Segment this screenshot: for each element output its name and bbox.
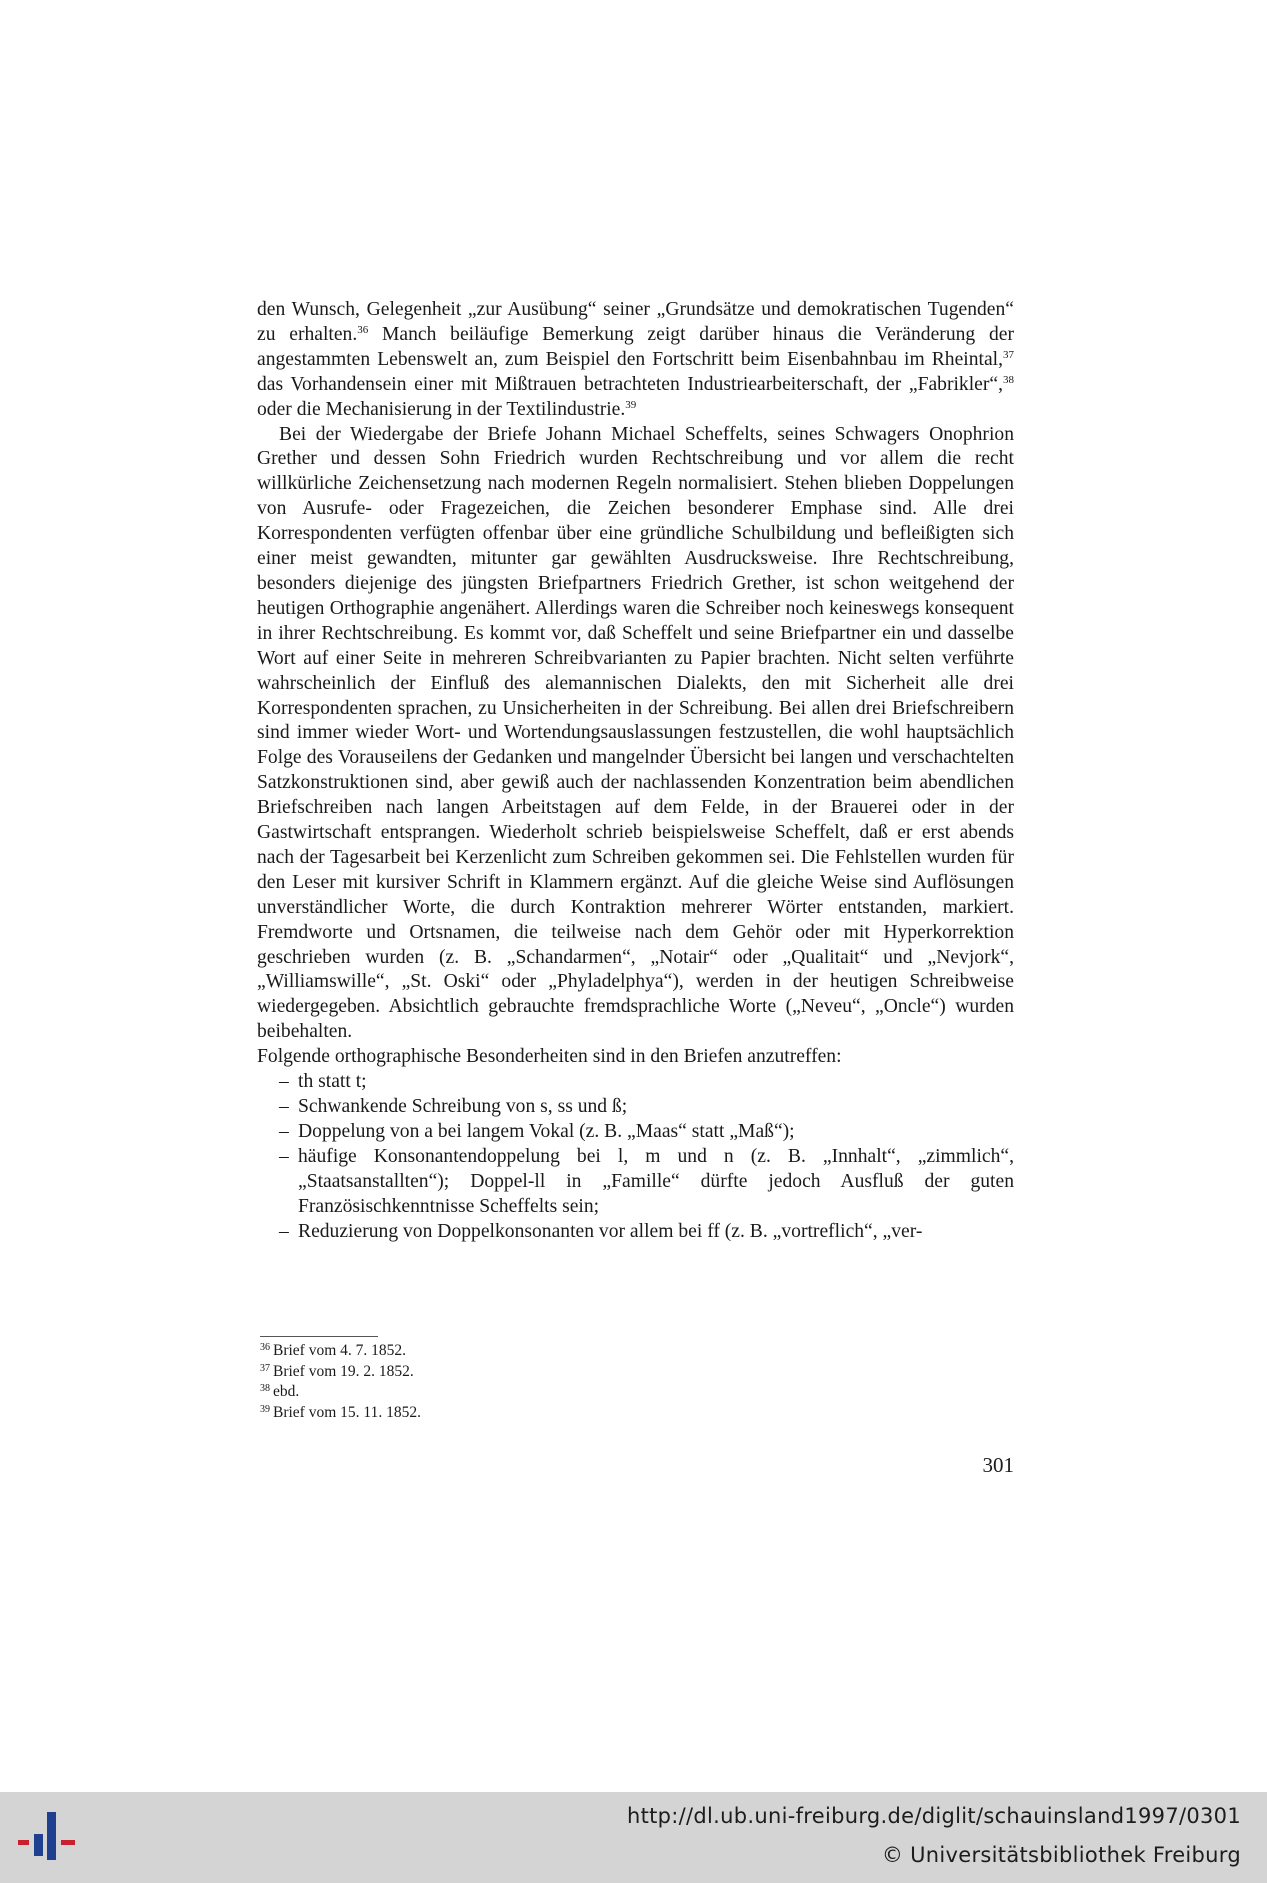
paragraph: [257, 298, 1014, 423]
footnote-text: Brief vom 15. 11. 1852.: [273, 1403, 421, 1421]
paragraph-text: oder die Mechanisierung in der Textilindustrie.: [257, 398, 626, 420]
list-item: – Schwankende Schreibung von s, ss und ß;: [257, 1095, 1014, 1120]
footnote-text: ebd.: [273, 1383, 300, 1400]
footnote-marker: 39: [625, 398, 637, 411]
footnote: [260, 1403, 660, 1424]
footnote: [260, 1362, 660, 1383]
footnote-number: 36: [260, 1342, 270, 1353]
paragraph-text: das Vorhandensein einer mit Mißtrauen betrachteten Industriearbeiterschaft, der „Fabrikler“,: [257, 373, 1003, 395]
list-item: – Doppelung von a bei langem Vokal (z. B. „Maas“ statt „Maß“);: [257, 1120, 1014, 1145]
paragraph-text: Bei der Wiedergabe der Briefe Johann Michael Scheffelts, seines Schwagers Onophrion Grether und dessen Sohn Friedrich wurden Rechtschreibung und vor allem die recht willkürliche Zeichensetzung nach modernen Regeln normalisiert. Stehen blieben Doppelungen von Ausrufe- oder Fragezeichen, die Zeichen besonderer Emphase sind. Alle drei Korrespondenten verfügten offenbar über eine gründliche Schulbildung und befleißigten sich einer meist gewandten, mitunter gar gewählten Ausdrucksweise. Ihre Rechtschreibung, besonders diejenige des jüngsten Briefpartners Friedrich Grether, ist schon weitgehend der heutigen Orthographie angenähert. Allerdings waren die Schreiber noch keineswegs konsequent in ihrer Rechtschreibung. Es kommt vor, daß Scheffelt und seine Briefpartner ein und dasselbe Wort auf einer Seite in mehreren Schreibvarianten zu Papier brachten. Nicht selten verführte wahrscheinlich der Einfluß des alemannischen Dialekts, den mit Sicherheit alle drei Korrespondenten sprachen, zu Unsicherheiten in der Schreibung. Bei allen drei Briefschreibern sind immer wieder Wort- und Wortendungsauslassungen festzustellen, die wohl hauptsächlich Folge des Vorauseilens der Gedanken und mangelnder Übersicht bei langen und verschachtelten Satzkonstruktionen sind, aber gewiß auch der nachlassenden Konzentration beim abendlichen Briefschreiben nach langen Arbeitstagen auf dem Felde, in der Brauerei oder in der Gastwirtschaft entsprangen. Wiederholt schrieb beispielsweise Scheffelt, daß er erst abends nach der Tagesarbeit bei Kerzenlicht zum Schreiben gekommen sei. Die Fehlstellen wurden für den Leser mit kursiver Schrift in Klammern ergänzt. Auf die gleiche Weise sind Auflösungen unverständlicher Worte, die durch Kontraktion mehrerer Wörter entstanden, markiert. Fremdworte und Ortsnamen, die teilweise nach dem Gehör oder mit Hyperkorrektion geschrieben wurden (z. B. „Schandarmen“, „Notair“ oder „Qualitait“ und „Nevjork“, „Williamswille“, „St. Oski“ oder „Phyladelphya“), werden in der heutigen Schreibweise wiedergegeben. Absichtlich gebrauchte fremdsprachliche Worte („Neveu“, „Oncle“) wurden beibehalten.: [257, 423, 1014, 1043]
footnote: [260, 1341, 660, 1362]
paragraph-text: Folgende orthographische Besonderheiten sind in den Briefen anzutreffen:: [257, 1046, 842, 1068]
list-item: – häufige Konsonantendoppelung bei l, m und n (z. B. „Innhalt“, „zimmlich“, „Staatsanstallten“); Doppel-ll in „Famille“ dürfte jedoch Ausfluß der guten Französischkenntnisse Scheffelts sein;: [257, 1145, 1014, 1220]
list-item: – Reduzierung von Doppelkonsonanten vor allem bei ff (z. B. „vortreflich“, „ver-: [257, 1220, 1014, 1245]
orthography-list: [257, 1070, 1014, 1244]
paragraph-text: den Wunsch, Gelegenheit „zur Ausübung“ seiner „Grundsätze und demokratischen Tugenden“ zu erhalten.: [257, 299, 1014, 345]
page-number: 301: [982, 1453, 1014, 1477]
footnote-number: 38: [260, 1383, 270, 1394]
footnote: [260, 1382, 660, 1403]
paragraph: [257, 423, 1014, 1046]
paragraph-text: Manch beiläufige Bemerkung zeigt darüber hinaus die Veränderung der angestammten Lebenswelt an, zum Beispiel den Fortschritt beim Eisenbahnbau im Rheintal,: [257, 323, 1014, 370]
footnote-text: Brief vom 19. 2. 1852.: [273, 1362, 414, 1380]
footnote-number: 39: [260, 1403, 270, 1415]
list-item: – th statt t;: [257, 1070, 1014, 1095]
body-text: [257, 298, 1014, 1244]
footnote-rule: [260, 1336, 378, 1337]
footer-bar: [0, 1792, 1267, 1883]
footnote-marker: 36: [357, 323, 369, 336]
footnotes: [260, 1341, 660, 1423]
paragraph: [257, 1045, 1014, 1070]
copyright-notice: © Universitätsbibliothek Freiburg: [881, 1843, 1241, 1867]
footnote-number: 37: [260, 1362, 270, 1374]
footnote-text: Brief vom 4. 7. 1852.: [273, 1342, 407, 1359]
footnote-marker: 38: [1003, 373, 1014, 386]
footnote-marker: 37: [1003, 348, 1014, 361]
paragraphs: [257, 298, 1014, 1070]
ub-freiburg-logo-icon: [18, 1806, 80, 1868]
source-url-link[interactable]: http://dl.ub.uni-freiburg.de/diglit/schauinsland1997/0301: [626, 1804, 1241, 1828]
